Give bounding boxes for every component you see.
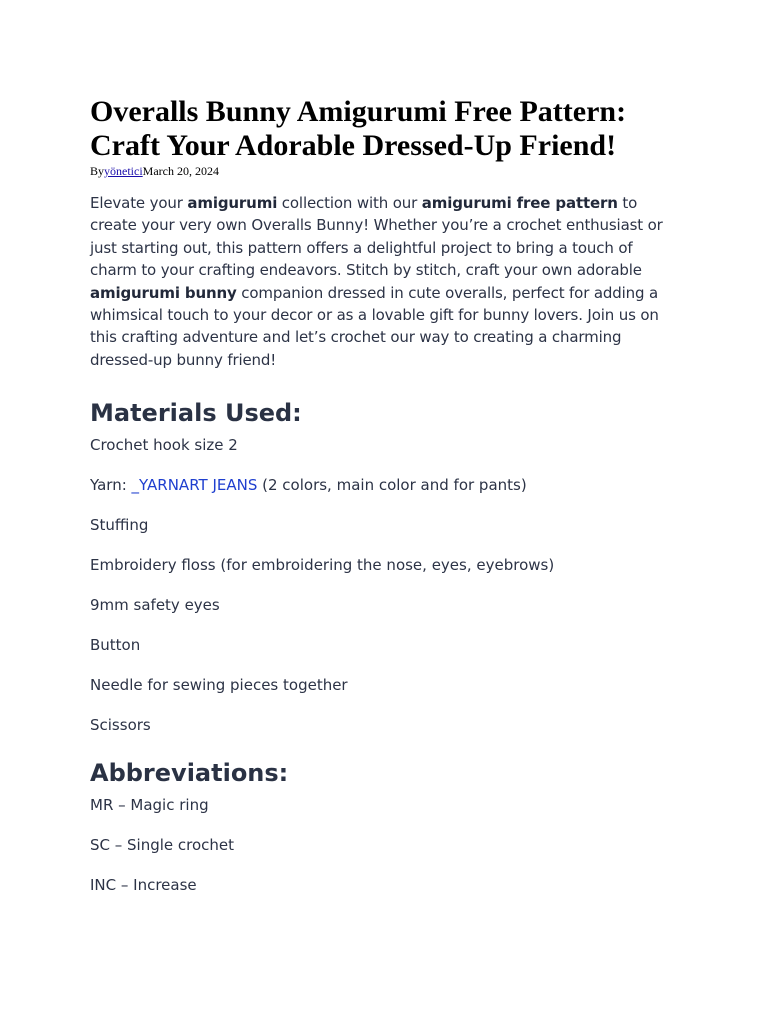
material-item: Needle for sewing pieces together (90, 676, 348, 695)
abbreviations-heading: Abbreviations: (90, 759, 289, 788)
intro-text: Elevate your (90, 194, 188, 212)
materials-heading: Materials Used: (90, 399, 302, 428)
intro-text: collection with our (277, 194, 422, 212)
material-item: Embroidery floss (for embroidering the nose, eyes, eyebrows) (90, 556, 555, 575)
material-item: Stuffing (90, 516, 149, 535)
yarn-link[interactable]: _YARNART JEANS (131, 476, 258, 495)
byline-prefix: By (90, 164, 105, 178)
page-title (90, 95, 680, 163)
abbreviation-item: INC – Increase (90, 876, 197, 895)
title-line-2: Craft Your Adorable Dressed-Up Friend! (90, 129, 617, 162)
abbreviation-item: MR – Magic ring (90, 796, 209, 815)
yarn-note: (2 colors, main color and for pants) (257, 476, 527, 495)
author-link[interactable]: yönetici (104, 164, 143, 178)
abbreviation-item: SC – Single crochet (90, 836, 235, 855)
title-line-1: Overalls Bunny Amigurumi Free Pattern: (90, 95, 627, 128)
material-item: 9mm safety eyes (90, 596, 220, 615)
abbreviations-list (90, 794, 680, 896)
yarn-label: Yarn: (90, 476, 132, 495)
materials-list (90, 434, 680, 736)
intro-text: companion dressed in cute overalls, perfect for adding a whimsical touch to your decor or as a lovable gift for bunny lovers. Join us on this crafting adventure and let’s crochet our way to creating a charming dressed-up bunny friend! (90, 283, 659, 369)
article (90, 95, 680, 896)
intro-bold-text: amigurumi (187, 194, 278, 212)
intro-text: to create your very own Overalls Bunny! Whether you’re a crochet enthusiast or just starting out, this pattern offers a delightful project to bring a touch of charm to your crafting endeavors. Stitch by stitch, craft your own adorable (90, 194, 663, 280)
intro-bold-text: amigurumi free pattern (421, 194, 618, 212)
intro-paragraph (90, 192, 680, 371)
material-item-hook: Crochet hook size 2 (90, 436, 238, 455)
material-item: Scissors (90, 716, 151, 735)
publish-date: March 20, 2024 (142, 164, 219, 178)
intro-bold-text: amigurumi bunny (90, 283, 237, 302)
material-item: Button (90, 636, 141, 655)
material-item-yarn (90, 474, 680, 496)
byline (90, 164, 680, 178)
